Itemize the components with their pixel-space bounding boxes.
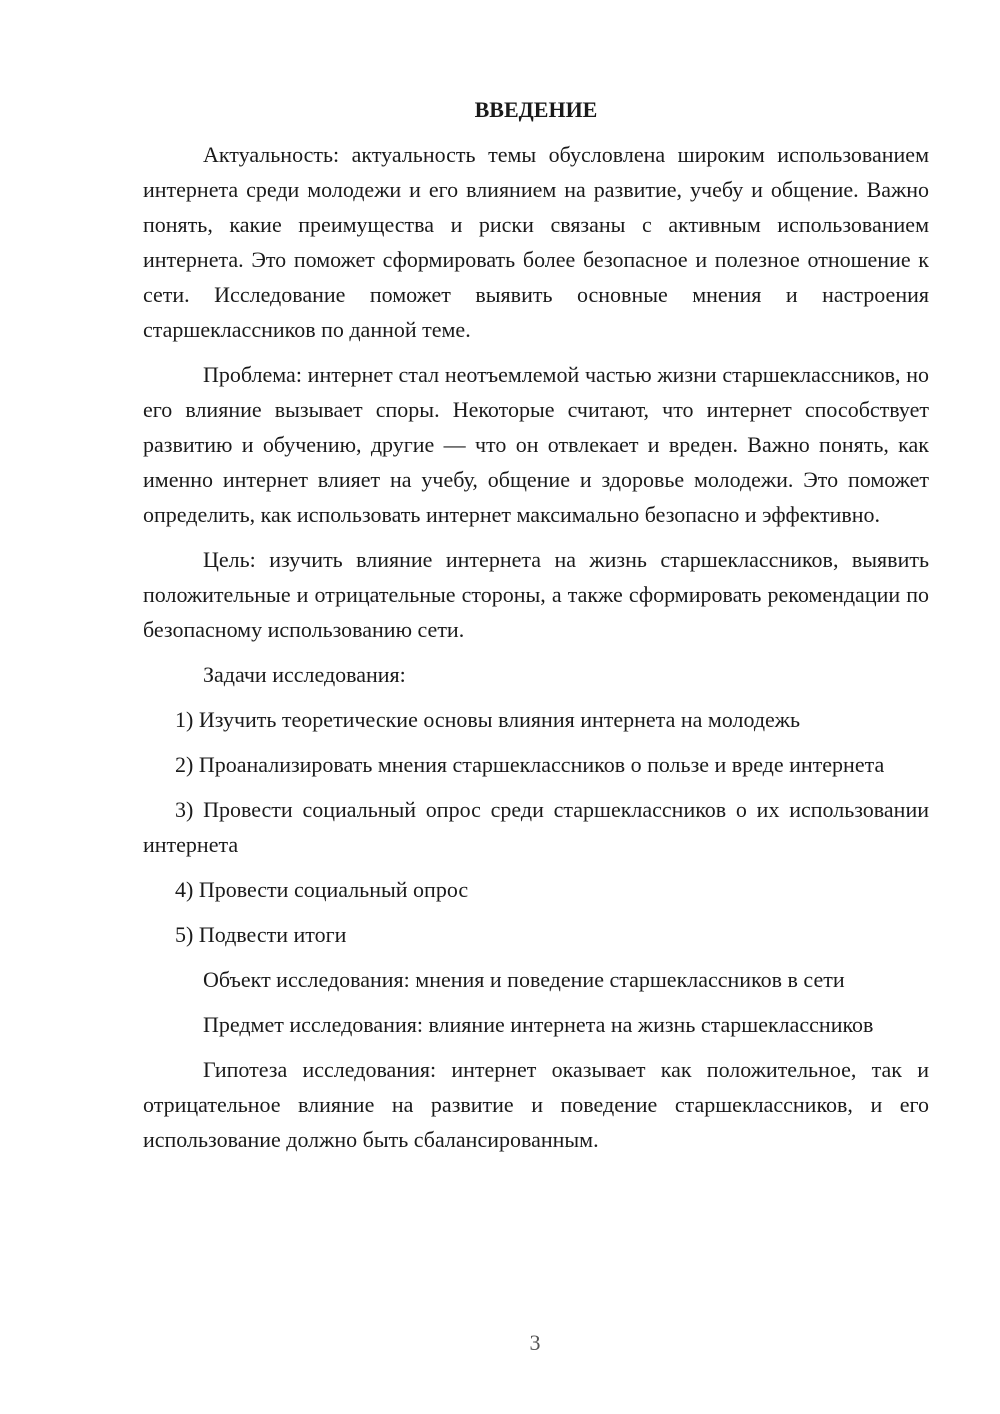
paragraph-goal: Цель: изучить влияние интернета на жизнь старшеклассников, выявить положительные и отрицательные стороны, а также сформировать рекомендации по безопасному использованию сети. <box>143 547 929 642</box>
task-item-5: 5) Подвести итоги <box>175 922 347 947</box>
tasks-title: Задачи исследования: <box>203 662 406 687</box>
document-page <box>143 92 929 1167</box>
task-item-4: 4) Провести социальный опрос <box>175 877 469 902</box>
page-number: 3 <box>529 1330 541 1355</box>
paragraph-subject: Предмет исследования: влияние интернета на жизнь старшеклассников <box>203 1012 874 1037</box>
task-item-3: 3) Провести социальный опрос среди старшеклассников о их использовании интернета <box>143 797 929 857</box>
paragraph-object: Объект исследования: мнения и поведение старшеклассников в сети <box>203 967 845 992</box>
section-heading: ВВЕДЕНИЕ <box>474 97 598 122</box>
paragraph-problem: Проблема: интернет стал неотъемлемой частью жизни старшеклассников, но его влияние вызывает споры. Некоторые считают, что интернет способствует развитию и обучению, другие — что он отвлекает и вреден. Важно понять, как именно интернет влияет на учебу, общение и здоровье молодежи. Это поможет определить, как использовать интернет максимально безопасно и эффективно. <box>143 362 929 527</box>
task-item-1: 1) Изучить теоретические основы влияния интернета на молодежь <box>175 707 801 732</box>
paragraph-relevance: Актуальность: актуальность темы обусловлена широким использованием интернета среди молодежи и его влиянием на развитие, учебу и общение. Важно понять, какие преимущества и риски связаны с активным использованием интернета. Это поможет сформировать более безопасное и полезное отношение к сети. Исследование поможет выявить основные мнения и настроения старшеклассников по данной теме. <box>143 142 929 342</box>
paragraph-hypothesis: Гипотеза исследования: интернет оказывает как положительное, так и отрицательное влияние на развитие и поведение старшеклассников, и его использование должно быть сбалансированным. <box>143 1057 929 1152</box>
task-item-2: 2) Проанализировать мнения старшеклассников о пользе и вреде интернета <box>175 752 885 777</box>
